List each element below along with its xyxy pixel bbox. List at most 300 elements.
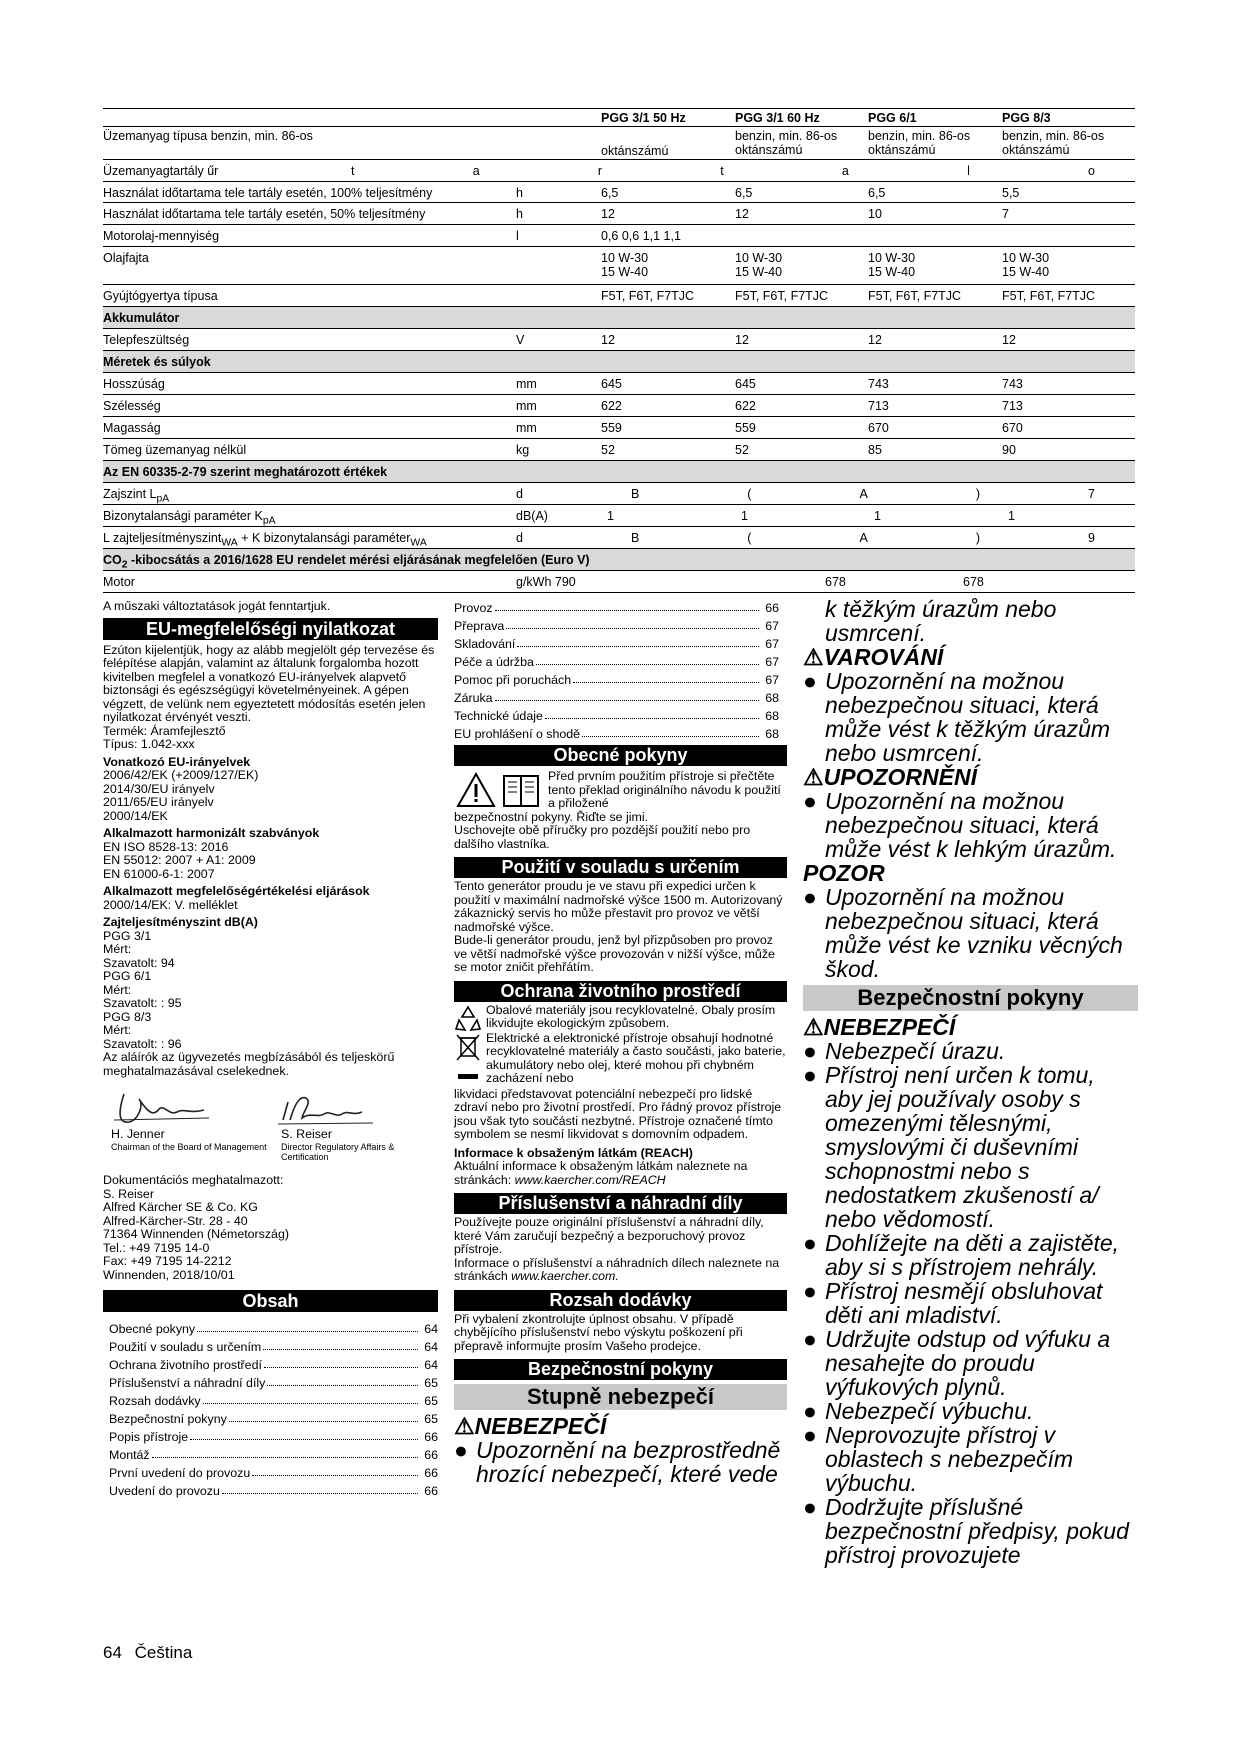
unit: h	[516, 186, 523, 200]
toc-entry[interactable]	[454, 687, 779, 705]
label-text: Zajszint L	[103, 487, 157, 501]
cell: 622	[601, 399, 622, 413]
signers-text: Az aláírók az ügyvezetés megbízásából és teljeskörű meghatalmazásával cselekednek.	[103, 1050, 395, 1078]
warning-triangle-icon: ⚠	[803, 764, 824, 790]
list-text: Udržujte odstup od výfuku a nesahejte do proudu výfukových plynů.	[825, 1326, 1111, 1400]
list-text: Přístroj nesmějí obsluhovat děti ani mladiství.	[825, 1278, 1103, 1328]
table-row	[103, 483, 1135, 505]
glyph: A	[859, 487, 868, 501]
row-label: Tömeg üzemanyag nélkül	[103, 443, 247, 457]
bullet-icon: ●	[803, 1062, 817, 1088]
list-item	[803, 1327, 1138, 1399]
signer-name: H. Jenner	[111, 1127, 165, 1141]
cell: 1	[874, 509, 881, 523]
unit: kg	[516, 443, 530, 457]
doc-representative	[103, 1174, 438, 1282]
toc-leader	[263, 1349, 418, 1350]
cell: 6,5	[868, 186, 886, 200]
danger-heading	[454, 1414, 787, 1438]
toc-page: 65	[424, 1411, 438, 1426]
scope-title: Rozsah dodávky	[454, 1290, 787, 1311]
warning-triangle-icon: ⚠	[803, 1014, 824, 1040]
danger-text: Upozornění na bezprostředně hrozící nebezpečí, které vede	[476, 1437, 781, 1487]
row-label	[103, 487, 169, 507]
noise-line: PGG 3/1	[103, 928, 152, 943]
toc-entry[interactable]	[454, 615, 779, 633]
section-label	[103, 553, 590, 573]
bullet-icon: ●	[803, 1038, 817, 1064]
doc-line: Dokumentációs meghatalmazott:	[103, 1173, 284, 1187]
list-item	[803, 1279, 1138, 1327]
table-row	[103, 182, 1135, 203]
toc-entry[interactable]	[109, 1390, 438, 1408]
noise-line: Szavatolt: : 95	[103, 996, 182, 1010]
cell: benzin, min. 86-os oktánszámú	[868, 129, 971, 157]
row-label: Üzemanyag típusa benzin, min. 86-os	[103, 129, 313, 143]
table-row	[103, 160, 1135, 182]
section-row	[103, 549, 1135, 571]
section-label: Az EN 60335-2-79 szerint meghatározott értékek	[103, 465, 388, 479]
list-item	[803, 1399, 1138, 1423]
unit: mm	[516, 421, 537, 435]
directive: 2011/65/EU irányelv	[103, 795, 214, 809]
signer-name: S. Reiser	[281, 1127, 332, 1141]
signer-role: Director Regulatory Affairs & Certification	[281, 1141, 395, 1162]
row-label: Olajfajta	[103, 251, 149, 265]
bullet-icon: ●	[803, 884, 817, 910]
spec-table	[103, 108, 1135, 593]
table-row	[103, 439, 1135, 461]
warning-heading	[803, 645, 1138, 669]
env-text: Obalové materiály jsou recyklovatelné. Obaly prosím likvidujte ekologickým způsobem.	[486, 1002, 776, 1030]
subscript: WA	[410, 537, 427, 549]
warning-description	[803, 669, 1138, 765]
toc-text: První uvedení do provozu	[109, 1465, 251, 1480]
col-header: PGG 3/1 60 Hz	[735, 111, 820, 125]
toc-entry[interactable]	[109, 1426, 438, 1444]
standards-title: Alkalmazott harmonizált szabványok	[103, 826, 320, 840]
danger-description	[454, 1438, 787, 1486]
cell: 12	[1002, 333, 1016, 347]
subscript: WA	[221, 537, 238, 549]
bullet-icon: ●	[803, 1278, 817, 1304]
toc-entry[interactable]	[454, 723, 779, 741]
list-text: Přístroj není určen k tomu, aby jej používaly osoby s omezenými tělesnými, smyslovými či duševními schopnostmi nebo s nedostatkem zkušeností a/ nebo vědomostí.	[825, 1062, 1099, 1232]
row-label: Magasság	[103, 421, 161, 435]
cell: F5T, F6T, F7TJC	[1002, 289, 1096, 303]
cell: 559	[601, 421, 622, 435]
toc-entry[interactable]	[454, 651, 779, 669]
env-text: Elektrické a elektronické přístroje obsahují hodnotné recyklovatelné materiály a často součásti, jako baterie, akumulátory nebo olej, které mohou při chybném zacházení nebo	[486, 1030, 786, 1085]
cell: 10	[868, 207, 882, 221]
cell: 12	[601, 207, 615, 221]
accessories-title: Příslušenství a náhradní díly	[454, 1193, 787, 1214]
glyph: d	[516, 531, 523, 545]
glyph: )	[975, 487, 980, 501]
toc-page: 64	[424, 1339, 438, 1354]
col-header: PGG 3/1 50 Hz	[601, 111, 686, 125]
cell: 1	[741, 509, 748, 523]
toc-text: Použití v souladu s určením	[109, 1339, 262, 1354]
cell: 12	[601, 333, 615, 347]
noise-line: Szavatolt: : 96	[103, 1036, 182, 1051]
noise-line: Mért:	[103, 942, 132, 956]
bullet-icon: ●	[454, 1437, 468, 1463]
cell: 10 W-30 15 W-40	[735, 251, 783, 279]
cell: 622	[735, 399, 756, 413]
subscript: pA	[262, 515, 276, 527]
doc-line: Fax: +49 7195 14-2212	[103, 1254, 232, 1268]
cell: 6,5	[601, 186, 619, 200]
reach-body: Aktuální informace k obsaženým látkám naleznete na stránkách:	[454, 1159, 748, 1187]
toc-leader	[495, 610, 759, 611]
cell: 85	[868, 443, 882, 457]
list-item	[803, 1063, 1138, 1231]
general-text: bezpečnostní pokyny. Řiďte se jimi.	[454, 809, 649, 824]
toc-page: 67	[765, 654, 779, 669]
row-label: Gyújtógyertya típusa	[103, 289, 218, 303]
toc-text: Skladování	[454, 636, 516, 651]
toc-entry[interactable]	[109, 1444, 438, 1462]
toc-leader	[197, 1331, 418, 1332]
standard: EN 61000-6-1: 2007	[103, 866, 215, 881]
cell: 10 W-30 15 W-40	[868, 251, 916, 279]
table-row	[103, 417, 1135, 439]
section-label: Méretek és súlyok	[103, 355, 211, 369]
row-label: Motorolaj-mennyiség	[103, 229, 220, 243]
subscript: 2	[121, 559, 128, 571]
danger-levels-title: Stupně nebezpečí	[454, 1384, 787, 1410]
pozor-text: Upozornění na možnou nebezpečnou situaci, která může vést ke vzniku věcných škod.	[825, 884, 1123, 982]
scattered-text	[516, 487, 1095, 501]
reach-link[interactable]: www.kaercher.com/REACH	[514, 1172, 666, 1187]
glyph: a	[472, 164, 480, 178]
scattered-text	[351, 164, 1095, 178]
toc-page: 66	[424, 1429, 438, 1444]
toc-page: 66	[424, 1465, 438, 1480]
toc-page: 67	[765, 672, 779, 687]
cell: 6,5	[735, 186, 753, 200]
label-text: CO	[103, 553, 122, 567]
toc-leader	[495, 700, 759, 701]
caution-text: Upozornění na možnou nebezpečnou situaci, která může vést k lehkým úrazům.	[825, 788, 1117, 862]
toc-leader	[517, 646, 759, 647]
col-header: PGG 8/3	[1002, 111, 1051, 125]
left-column	[103, 600, 438, 1498]
cell: F5T, F6T, F7TJC	[601, 289, 695, 303]
list-item	[803, 1423, 1138, 1495]
cell: benzin, min. 86-os oktánszámú	[1002, 129, 1105, 157]
glyph: o	[1088, 164, 1095, 178]
cell: 713	[868, 399, 889, 413]
cell: 645	[601, 377, 622, 391]
glyph: d	[516, 487, 523, 501]
glyph: )	[975, 531, 980, 545]
danger-heading	[803, 1015, 1138, 1039]
standard: EN 55012: 2007 + A1: 2009	[103, 853, 256, 867]
list-text: Dohlížejte na děti a zajistěte, aby si s přístrojem nehrály.	[825, 1230, 1120, 1280]
page-footer	[103, 1643, 192, 1663]
unit: g/kWh 790	[516, 575, 576, 589]
doc-line: Alfred Kärcher SE & Co. KG	[103, 1200, 258, 1214]
toc-entry[interactable]	[109, 1354, 438, 1372]
unit: mm	[516, 399, 537, 413]
toc-title: Obsah	[103, 1290, 438, 1312]
danger-continuation: k těžkým úrazům nebo usmrcení.	[825, 596, 1057, 646]
cell: 678	[825, 575, 846, 589]
warning-word: VAROVÁNÍ	[823, 644, 944, 670]
right-column	[803, 597, 1138, 1567]
toc-text: Rozsah dodávky	[109, 1393, 201, 1408]
table-row	[103, 571, 1135, 593]
use-text: Tento generátor proudu je ve stavu při expedici určen k použití v maximální nadmořské výšce 1500 m. Autorizovaný zákaznický servis ho může přestavit pro provoz ve větší nadmořské výšce.	[454, 879, 783, 934]
product: Termék: Áramfejlesztő	[103, 723, 226, 738]
toc-entry[interactable]	[109, 1336, 438, 1354]
use-title: Použití v souladu s určením	[454, 857, 787, 878]
danger-word: NEBEZPEČÍ	[823, 1014, 956, 1040]
toc-text: Technické údaje	[454, 708, 543, 723]
cell: 52	[735, 443, 749, 457]
scope-text: Při vybalení zkontrolujte úplnost obsahu. V případě chybějícího příslušenství nebo výskytu poškození při přepravě informujte prosím Vašeho prodejce.	[454, 1311, 743, 1353]
glyph: 7	[1087, 487, 1095, 501]
general-text: Uschovejte obě příručky pro pozdější použití nebo pro dalšího vlastníka.	[454, 823, 751, 851]
cell: 5,5	[1002, 186, 1020, 200]
row-label: Használat időtartama tele tartály esetén, 50% teljesítmény	[103, 207, 426, 221]
unit: l	[516, 229, 519, 243]
toc-page: 68	[765, 726, 779, 741]
toc-leader	[264, 1367, 418, 1368]
label-text: L zajteljesítményszint	[103, 531, 222, 545]
cell: benzin, min. 86-os oktánszámú	[735, 129, 838, 157]
toc-leader	[203, 1403, 418, 1404]
glyph: l	[967, 164, 970, 178]
toc-text: Popis přístroje	[109, 1429, 189, 1444]
toc-text: Obecné pokyny	[109, 1321, 196, 1336]
doc-line: Alfred-Kärcher-Str. 28 - 40	[103, 1213, 248, 1228]
cell: oktánszámú	[601, 144, 669, 158]
toc-page: 65	[424, 1393, 438, 1408]
directive: 2000/14/EK	[103, 808, 168, 823]
toc-text: Ochrana životního prostředí	[109, 1357, 262, 1372]
table-row	[103, 527, 1135, 549]
env-weee	[454, 1032, 787, 1088]
noise-title: Zajteljesítményszint dB(A)	[103, 915, 258, 929]
bullet-icon: ●	[803, 1326, 817, 1352]
pozor-heading: POZOR	[803, 860, 885, 886]
toc-entry[interactable]	[454, 705, 779, 723]
general-text: Před prvním použitím přístroje si přečtěte tento překlad originálního návodu k použití a přiložené	[548, 769, 781, 810]
toc-entry[interactable]	[454, 669, 779, 687]
toc-page: 66	[424, 1483, 438, 1498]
glyph: A	[859, 531, 868, 545]
toc-leader	[222, 1493, 418, 1494]
bullet-icon: ●	[803, 788, 817, 814]
row-label	[103, 531, 427, 551]
cell: 7	[1002, 207, 1009, 221]
unit: h	[516, 207, 523, 221]
caution-description	[803, 789, 1138, 861]
danger-word: NEBEZPEČÍ	[474, 1413, 607, 1439]
row-label: Motor	[103, 575, 135, 589]
signer2	[281, 1128, 438, 1162]
row-label: Használat időtartama tele tartály esetén, 100% teljesítmény	[103, 186, 433, 200]
toc-entry[interactable]	[454, 633, 779, 651]
signer1	[111, 1128, 267, 1152]
table-row	[103, 285, 1135, 307]
list-item	[803, 1039, 1138, 1063]
glyph: a	[841, 164, 849, 178]
directives-title: Vonatkozó EU-irányelvek	[103, 754, 251, 769]
doc-line: Tel.: +49 7195 14-0	[103, 1240, 210, 1255]
acc-body: Informace o příslušenství a náhradních dílech naleznete na stránkách	[454, 1255, 780, 1283]
list-text: Neprovozujte přístroj v oblastech s nebezpečím výbuchu.	[825, 1422, 1074, 1496]
row-label	[103, 509, 276, 529]
cell: 90	[1002, 443, 1016, 457]
toc-leader	[252, 1475, 418, 1476]
safety-title: Bezpečnostní pokyny	[454, 1359, 787, 1380]
row-label: Telepfeszültség	[103, 333, 190, 347]
acc-text: Používejte pouze originální příslušenství a náhradní díly, které Vám zaručují bezpečný a bezporuchový provoz přístroje.	[454, 1215, 764, 1256]
procedures-title: Alkalmazott megfelelőségértékelési eljárások	[103, 884, 370, 898]
glyph: r	[597, 164, 603, 178]
label-text: -kibocsátás a 2016/1628 EU rendelet mérési eljárásának megfelelően (Euro V)	[127, 553, 590, 567]
toc-leader	[536, 664, 759, 665]
warning-triangle-icon: ⚠	[803, 644, 824, 670]
glyph: (	[747, 531, 752, 545]
table-header-row	[103, 108, 1135, 127]
section-label: Akkumulátor	[103, 311, 180, 325]
subscript: pA	[156, 493, 170, 505]
cell: 713	[1002, 399, 1023, 413]
glyph: 9	[1087, 531, 1095, 545]
table-row	[103, 505, 1135, 527]
standard: EN ISO 8528-13: 2016	[103, 839, 229, 854]
warning-text: Upozornění na možnou nebezpečnou situaci, která může vést k těžkým úrazům nebo usmrcení.	[825, 668, 1111, 766]
toc-entry[interactable]	[454, 597, 779, 615]
cell: 1	[607, 509, 614, 523]
list-text: Nebezpečí výbuchu.	[825, 1398, 1034, 1424]
caution-heading	[803, 765, 1138, 789]
bullet-icon: ●	[803, 1494, 817, 1520]
bullet-icon: ●	[803, 1422, 817, 1448]
section-row	[103, 351, 1135, 373]
cell: F5T, F6T, F7TJC	[735, 289, 829, 303]
acc-link[interactable]: www.kaercher.com.	[511, 1269, 619, 1283]
glyph: t	[720, 164, 724, 178]
unit: dB(A)	[516, 509, 548, 523]
cell: 10 W-30 15 W-40	[1002, 251, 1050, 279]
toc-text: Záruka	[454, 690, 493, 705]
toc-text: Péče a údržba	[454, 654, 534, 669]
danger-level-block	[454, 1414, 787, 1486]
toc-entry[interactable]	[109, 1408, 438, 1426]
rights-note: A műszaki változtatások jogát fenntartjuk.	[103, 599, 331, 613]
cell: 10 W-30 15 W-40	[601, 251, 649, 279]
crossed-bin-icon	[454, 1032, 482, 1088]
toc-text: Provoz	[454, 600, 493, 615]
row-label: Hosszúság	[103, 377, 165, 391]
toc-entry[interactable]	[109, 1318, 438, 1336]
toc-leader	[152, 1457, 418, 1458]
table-row	[103, 373, 1135, 395]
directive: 2006/42/EK (+2009/127/EK)	[103, 768, 259, 782]
toc-page: 66	[765, 600, 779, 615]
noise-line: Mért:	[103, 1023, 132, 1037]
signatures	[103, 1084, 438, 1164]
signature-reiser	[278, 1090, 378, 1130]
list-text: Nebezpečí úrazu.	[825, 1038, 1006, 1064]
noise-line: Szavatolt: 94	[103, 955, 175, 970]
table-row	[103, 127, 1135, 160]
cell: 559	[735, 421, 756, 435]
toc-text: Bezpečnostní pokyny	[109, 1411, 227, 1426]
language-label: Čeština	[134, 1643, 193, 1662]
col-header: PGG 6/1	[868, 111, 917, 125]
toc-text: EU prohlášení o shodě	[454, 726, 581, 741]
toc-page: 65	[424, 1375, 438, 1390]
toc-entry[interactable]	[109, 1480, 438, 1498]
table-row	[103, 203, 1135, 225]
toc-entry[interactable]	[109, 1372, 438, 1390]
glyph: (	[747, 487, 752, 501]
caution-word: UPOZORNĚNÍ	[823, 764, 977, 790]
toc-text: Pomoc při poruchách	[454, 672, 572, 687]
cell: 0,6 0,6 1,1 1,1	[601, 229, 681, 243]
warning-manual-icon	[454, 770, 544, 810]
toc-page: 67	[765, 618, 779, 633]
unit: V	[516, 333, 525, 347]
procedure: 2000/14/EK: V. melléklet	[103, 897, 238, 912]
cell: 670	[1002, 421, 1023, 435]
cell: F5T, F6T, F7TJC	[868, 289, 962, 303]
label-text: Bizonytalansági paraméter K	[103, 509, 263, 523]
list-item	[803, 1495, 1138, 1567]
toc-list-continued	[454, 597, 787, 741]
recycle-icon	[454, 1004, 482, 1032]
table-row	[103, 247, 1135, 285]
glyph: B	[630, 487, 640, 501]
cell: 52	[601, 443, 615, 457]
scattered-text	[516, 531, 1095, 545]
toc-entry[interactable]	[109, 1462, 438, 1480]
doc-line: Winnenden, 2018/10/01	[103, 1267, 235, 1282]
glyph: B	[630, 531, 640, 545]
cell: 12	[735, 333, 749, 347]
cell: 743	[868, 377, 889, 391]
cell: 1	[1008, 509, 1015, 523]
reach-text	[454, 1160, 787, 1187]
noise-line: Mért:	[103, 982, 132, 997]
pozor-description	[803, 885, 1138, 981]
section-row	[103, 307, 1135, 329]
list-text: Dodržujte příslušné bezpečnostní předpisy, pokud přístroj provozujete	[825, 1494, 1129, 1568]
noise-line: PGG 8/3	[103, 1009, 152, 1024]
section-row	[103, 461, 1135, 483]
reach-title: Informace k obsaženým látkám (REACH)	[454, 1145, 693, 1160]
type: Típus: 1.042-xxx	[103, 737, 195, 751]
table-row	[103, 395, 1135, 417]
cell: 12	[735, 207, 749, 221]
row-label: Szélesség	[103, 399, 161, 413]
cell: 670	[868, 421, 889, 435]
row-label: Üzemanyagtartály űr	[103, 164, 219, 178]
toc-leader	[582, 736, 759, 737]
bullet-icon: ●	[803, 1398, 817, 1424]
toc-text: Příslušenství a náhradní díly	[109, 1375, 266, 1390]
toc-leader	[573, 682, 759, 683]
directive: 2014/30/EU irányelv	[103, 781, 215, 796]
cell: 12	[868, 333, 882, 347]
